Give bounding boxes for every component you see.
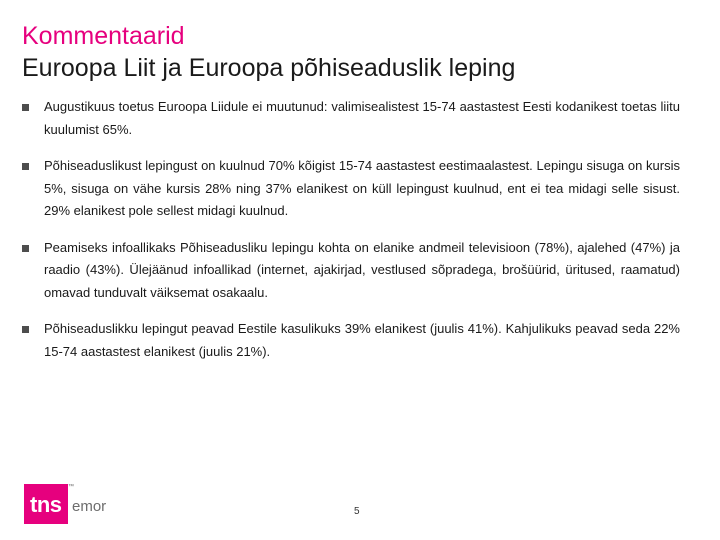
bullet-item — [22, 155, 680, 223]
bullet-text: Põhiseaduslikust lepingust on kuulnud 70% kõigist 15-74 aastastest eestimaalastest. Lepingu sisuga on kursis 5%, sisuga on vähe kursis 28% ning 37% elanikest on küll lepingust kuulnud, ent ei tea midagi selle sisust. 29% elanikest pole sellest midagi kuulnud. — [44, 158, 680, 218]
logo-tns-text: tns — [30, 492, 62, 517]
square-bullet-icon — [22, 163, 29, 170]
square-bullet-icon — [22, 326, 29, 333]
logo-mark — [24, 484, 68, 524]
bullet-item — [22, 96, 680, 141]
square-bullet-icon — [22, 104, 29, 111]
logo-trademark: ™ — [68, 484, 74, 490]
bullet-item — [22, 318, 680, 363]
bullet-text: Põhiseaduslikku lepingut peavad Eestile kasulikuks 39% elanikest (juulis 41%). Kahjulikuks peavad seda 22% 15-74 aastastest elanikest (juulis 21%). — [44, 321, 680, 359]
title-subheading: Euroopa Liit ja Euroopa põhiseaduslik leping — [22, 54, 516, 82]
bullet-item — [22, 237, 680, 305]
bullet-list — [22, 96, 680, 377]
square-bullet-icon — [22, 245, 29, 252]
bullet-text: Peamiseks infoallikaks Põhiseadusliku lepingu kohta on elanike andmeil televisioon (78%), ajalehed (47%) ja raadio (43%). Ülejäänud infoallikad (internet, ajakirjad, vestlused sõpradega, brošüürid, üritused, raamatud) omavad tunduvalt väiksemat osakaalu. — [44, 239, 680, 300]
slide-title — [22, 20, 702, 84]
bullet-text: Augustikuus toetus Euroopa Liidule ei muutunud: valimisealistest 15-74 aastastest Eesti kodanikest toetas liitu kuulumist 65%. — [44, 99, 680, 137]
logo-emor-text: emor — [72, 498, 107, 515]
page-number: 5 — [354, 506, 360, 517]
title-heading: Kommentaarid — [22, 22, 185, 50]
tns-emor-logo — [24, 484, 134, 528]
